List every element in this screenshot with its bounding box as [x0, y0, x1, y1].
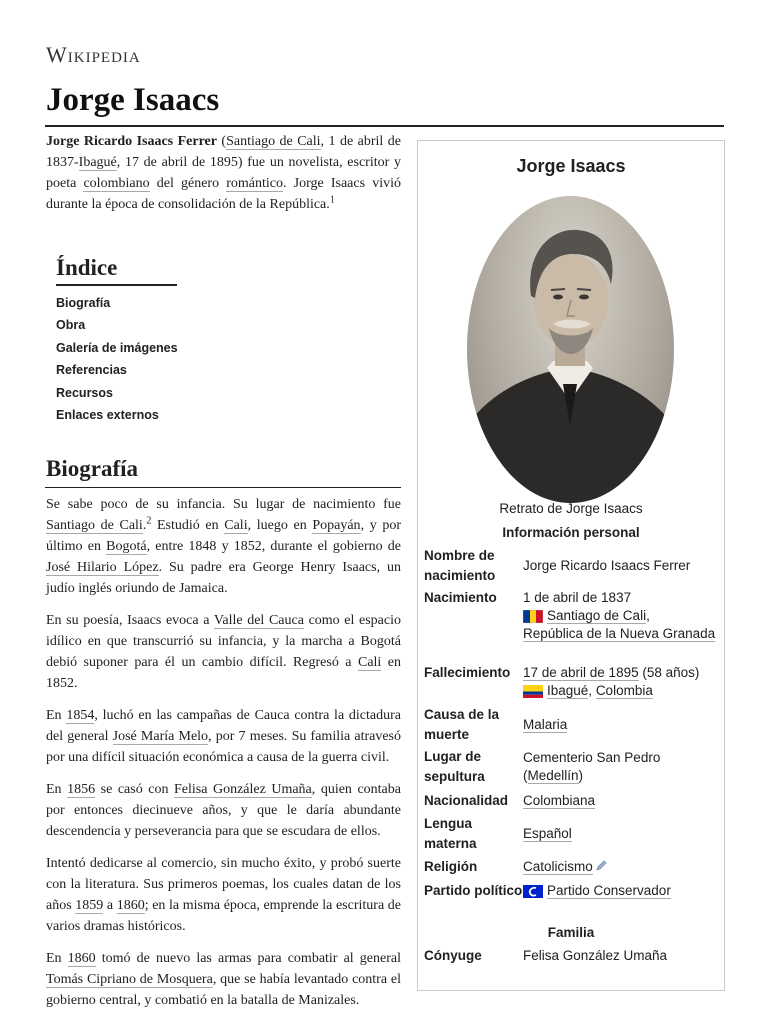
value: Felisa González Umaña — [523, 947, 668, 963]
link-cali[interactable]: Cali — [224, 518, 248, 533]
pencil-icon[interactable] — [596, 858, 607, 876]
link-santiago-de-cali[interactable]: Santiago de Cali — [547, 608, 647, 623]
link-1860[interactable]: 1860 — [67, 951, 96, 966]
link-partido-conservador[interactable]: Partido Conservador — [547, 882, 671, 898]
link-jose-hilario-lopez[interactable]: José Hilario López — [46, 560, 159, 575]
infobox-row-birth — [424, 589, 718, 643]
text: tomó de nuevo las armas para combatir al general — [95, 951, 401, 966]
text: En su poesía, Isaacs evoca a — [46, 613, 214, 628]
infobox-row-death — [424, 664, 718, 700]
text: , — [588, 683, 596, 698]
value — [523, 589, 718, 643]
link-ibague[interactable]: Ibagué — [78, 155, 117, 170]
text: Estudió en — [151, 518, 225, 533]
link-1856[interactable]: 1856 — [67, 782, 96, 797]
text: . Su padre era George Henry Isaacs, un judío inglés oriundo de Jamaica. — [46, 560, 401, 596]
subject-name: Jorge Ricardo Isaacs Ferrer — [46, 134, 217, 149]
toc-item-biografia[interactable]: Biografía — [56, 296, 111, 310]
infobox-section-family: Familia — [547, 925, 595, 940]
text: en 1852. — [46, 655, 401, 691]
infobox-row-religion — [424, 857, 718, 877]
text: . Jorge Isaacs vivió durante la época de consolidación de la República. — [46, 176, 401, 212]
text: , — [646, 608, 650, 623]
label: Partido político — [424, 883, 523, 898]
text: del género — [149, 176, 227, 191]
label: Nacimiento — [424, 590, 497, 605]
infobox-title: Jorge Isaacs — [516, 156, 626, 176]
infobox-row-spouse — [424, 946, 718, 966]
text: ) — [578, 767, 584, 783]
birth-date: 1 de abril de 1837 — [523, 590, 632, 605]
link-santiago-de-cali[interactable]: Santiago de Cali — [46, 518, 143, 533]
link-romantico[interactable]: romántico — [226, 176, 283, 191]
label: Nombre de nacimiento — [424, 548, 496, 583]
label: Fallecimiento — [424, 665, 511, 680]
portrait-caption: Retrato de Jorge Isaacs — [499, 501, 643, 516]
intro-paragraph — [46, 131, 401, 215]
flag-nueva-granada-icon — [523, 610, 543, 623]
infobox-row-birth-name — [424, 546, 718, 585]
link-catolicismo[interactable]: Catolicismo — [523, 858, 593, 874]
text: En — [46, 951, 68, 966]
infobox-section-personal: Información personal — [502, 525, 640, 540]
link-colombiano[interactable]: colombiano — [83, 176, 150, 191]
title-divider — [45, 125, 724, 127]
text: a — [103, 898, 117, 913]
text: , y por último en — [46, 518, 402, 554]
toc-title: Índice — [56, 255, 177, 286]
link-ibague[interactable]: Ibagué — [547, 683, 589, 698]
text: ( — [523, 767, 528, 783]
text: En — [46, 708, 67, 723]
link-valle-del-cauca[interactable]: Valle del Cauca — [213, 613, 304, 628]
link-1859[interactable]: 1859 — [75, 898, 104, 913]
link-1854[interactable]: 1854 — [66, 708, 95, 723]
toc-item-galeria[interactable]: Galería de imágenes — [56, 340, 178, 355]
link-malaria[interactable]: Malaria — [523, 716, 568, 732]
link-medellin[interactable]: Medellín — [527, 767, 579, 783]
text: , que se había levantado contra el gobierno central, y combatió en la batalla de Manizales. — [46, 972, 401, 1008]
text: ( — [216, 134, 227, 149]
infobox-row-party — [424, 881, 718, 901]
link-colombiana[interactable]: Colombiana — [523, 792, 596, 808]
reference-1[interactable]: 1 — [329, 194, 335, 206]
text: Intentó dedicarse al comercio, sin mucho éxito, y probó suerte con la literatura. Sus primeros poemas, los cuales datan de los años — [46, 856, 401, 913]
section-divider — [45, 487, 401, 488]
text: , luchó en las campañas de Cauca contra la dictadura del general — [46, 708, 401, 744]
link-colombia[interactable]: Colombia — [595, 683, 653, 698]
toc-item-enlaces-externos[interactable]: Enlaces externos — [56, 408, 159, 423]
value — [523, 664, 718, 700]
partido-conservador-logo-icon — [523, 885, 543, 898]
text: , entre 1848 y 1852, durante el gobierno de — [146, 539, 401, 554]
paragraph — [46, 948, 401, 1011]
label: Cónyuge — [424, 948, 482, 963]
flag-colombia-icon — [523, 685, 543, 698]
label: Causa de la muerte — [424, 707, 500, 742]
paragraph — [46, 853, 401, 937]
label: Lengua materna — [424, 816, 477, 851]
label: Lugar de sepultura — [424, 749, 485, 784]
reference-2[interactable]: 2 — [146, 515, 152, 527]
table-of-contents — [56, 255, 226, 426]
link-death-date[interactable]: 17 de abril de 1895 — [523, 665, 639, 680]
paragraph — [46, 779, 401, 842]
text: , luego en — [247, 518, 313, 533]
link-jose-maria-melo[interactable]: José María Melo — [112, 729, 209, 744]
value — [523, 749, 718, 785]
wikipedia-wordmark[interactable]: Wikipedia — [46, 42, 141, 67]
biography-text — [46, 494, 401, 1022]
page-title: Jorge Isaacs — [46, 82, 220, 118]
portrait-drawing — [467, 196, 674, 503]
text: , 1 de abril de 1837- — [46, 134, 401, 170]
burial-place: Cementerio San Pedro — [523, 749, 661, 765]
text: En — [46, 782, 68, 797]
text: , quien contaba por entonces diecinueve años, y que le daría abundante descendencia y perseverancia para que se escudara de ellos. — [46, 782, 401, 839]
infobox-row-native-language — [424, 814, 718, 853]
infobox-row-cause-of-death — [424, 705, 718, 744]
link-tomas-cipriano-de-mosquera[interactable]: Tomás Cipriano de Mosquera — [46, 972, 213, 987]
paragraph — [46, 494, 401, 599]
link-santiago-de-cali[interactable]: Santiago de Cali — [226, 134, 321, 149]
text: se casó con — [95, 782, 174, 797]
toc-item-recursos[interactable]: Recursos — [56, 385, 113, 400]
portrait-image[interactable] — [467, 196, 674, 503]
link-republica-nueva-granada[interactable]: República de la Nueva Granada — [523, 626, 716, 641]
text: como el espacio idílico en que transcurrió su infancia, y la marcha a Bogotá debió suponer para él un cambio difícil. Regresó a — [46, 613, 401, 670]
label: Nacionalidad — [424, 793, 509, 808]
link-bogota[interactable]: Bogotá — [106, 539, 147, 554]
toc-item-referencias[interactable]: Referencias — [56, 363, 127, 378]
infobox — [417, 140, 725, 991]
link-felisa-gonzalez-umana[interactable]: Felisa González Umaña — [173, 782, 312, 797]
link-cali[interactable]: Cali — [357, 655, 382, 670]
paragraph — [46, 705, 401, 768]
text: , por 7 meses. Su familia atravesó por una difícil situación económica a causa de la guerra civil. — [46, 729, 402, 765]
text: , 17 de abril de 1895) fue un novelista, escritor y poeta — [46, 155, 401, 191]
infobox-row-nationality — [424, 791, 718, 811]
section-heading-biografia: Biografía — [46, 456, 138, 481]
link-1860[interactable]: 1860 — [116, 898, 145, 913]
text: . — [142, 518, 147, 533]
label: Religión — [424, 859, 478, 874]
value: Jorge Ricardo Isaacs Ferrer — [523, 557, 691, 573]
link-espanol[interactable]: Español — [523, 825, 572, 841]
toc-item-obra[interactable]: Obra — [56, 318, 86, 333]
infobox-row-burial — [424, 747, 718, 786]
paragraph — [46, 610, 401, 694]
link-popayan[interactable]: Popayán — [312, 518, 361, 533]
age-text: (58 años) — [638, 665, 700, 680]
text: ; en la misma época, emprende la escritura de varios dramas históricos. — [46, 898, 401, 934]
text: Se sabe poco de su infancia. Su lugar de nacimiento fue — [46, 497, 401, 512]
